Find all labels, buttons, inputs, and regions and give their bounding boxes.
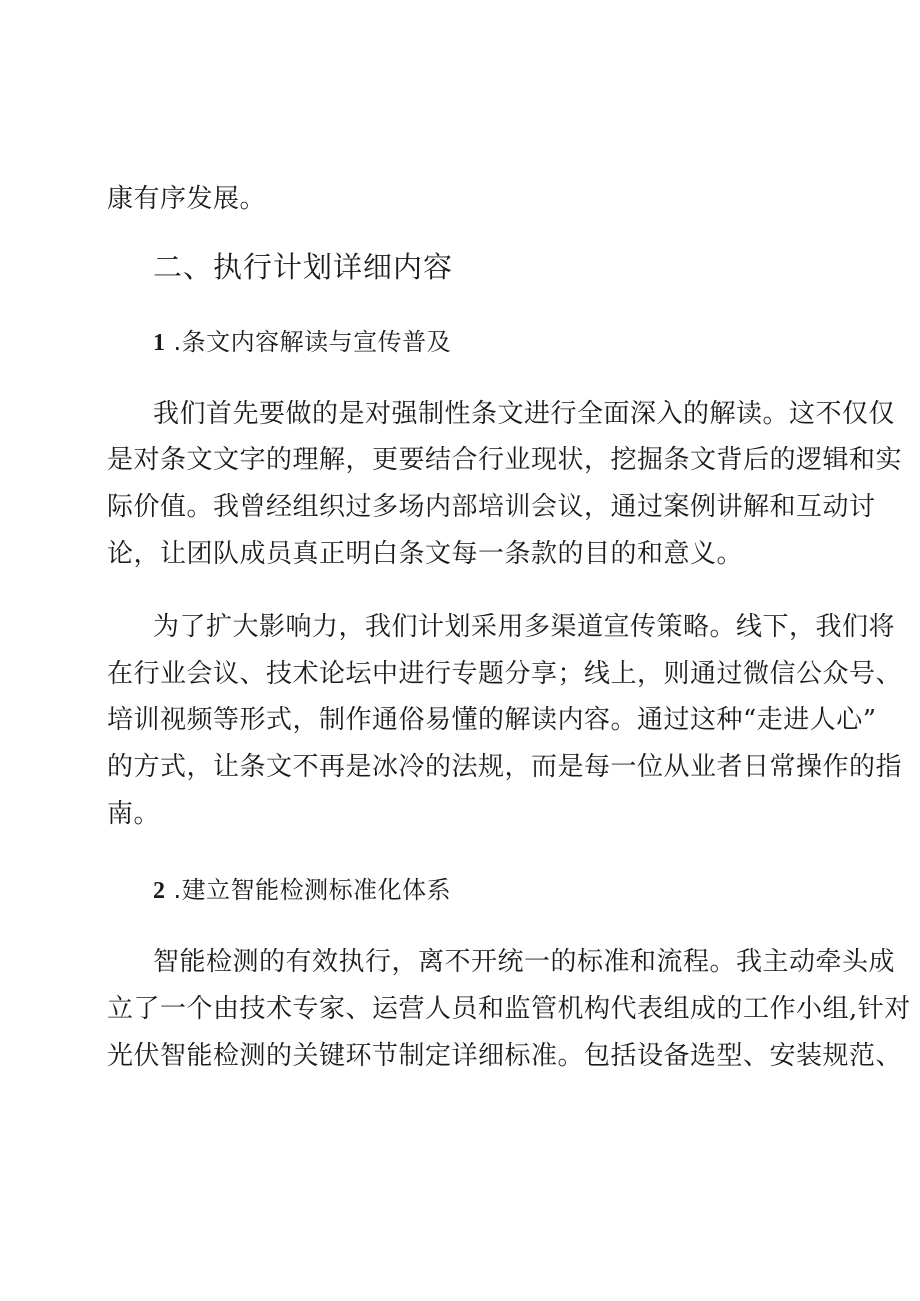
continued-paragraph-fragment: 康有序发展。 xyxy=(107,184,267,214)
paragraph-line: 南。 xyxy=(107,799,161,829)
paragraph-line: 的方式，让条文不再是冰冷的法规，而是每一位从业者日常操作的指 xyxy=(107,752,903,782)
paragraph-line: 我们首先要做的是对强制性条文进行全面深入的解读。这不仅仅 xyxy=(153,399,896,429)
subsection-number: 1 xyxy=(153,330,166,356)
paragraph-line: 光伏智能检测的关键环节制定详细标准。包括设备选型、安装规范、 xyxy=(107,1041,903,1071)
subsection-heading-2 xyxy=(153,874,451,907)
subsection-heading-1 xyxy=(153,326,451,359)
paragraph-line: 是对条文文字的理解，更要结合行业现状，挖掘条文背后的逻辑和实 xyxy=(107,445,903,475)
paragraph-line: 际价值。我曾经组织过多场内部培训会议，通过案例讲解和互动讨 xyxy=(107,492,876,522)
subsection-title: .建立智能检测标准化体系 xyxy=(173,876,452,904)
paragraph-line: 培训视频等形式，制作通俗易懂的解读内容。通过这种“走进人心” xyxy=(107,705,877,735)
paragraph-line: 立了一个由技术专家、运营人员和监管机构代表组成的工作小组,针对 xyxy=(107,994,911,1024)
subsection-title: .条文内容解读与宣传普及 xyxy=(173,328,452,356)
subsection-number: 2 xyxy=(153,878,166,904)
paragraph-line: 智能检测的有效执行，离不开统一的标准和流程。我主动牵头成 xyxy=(153,947,896,977)
paragraph-line: 论，让团队成员真正明白条文每一条款的目的和意义。 xyxy=(107,539,744,569)
paragraph-line: 在行业会议、技术论坛中进行专题分享；线上，则通过微信公众号、 xyxy=(107,659,903,689)
paragraph-line: 为了扩大影响力，我们计划采用多渠道宣传策略。线下，我们将 xyxy=(153,612,896,642)
section-heading: 二、执行计划详细内容 xyxy=(153,250,454,284)
